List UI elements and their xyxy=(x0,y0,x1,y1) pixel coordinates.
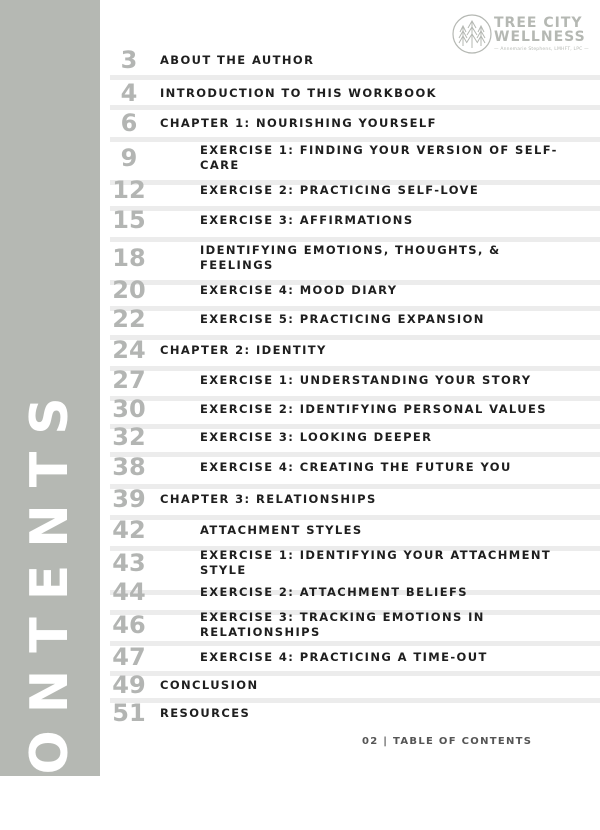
toc-page-number: 18 xyxy=(112,244,146,272)
toc-page-number: 12 xyxy=(112,176,146,204)
toc-page-number: 20 xyxy=(112,276,146,304)
toc-entry-title: EXERCISE 2: IDENTIFYING PERSONAL VALUES xyxy=(200,402,547,416)
toc-page-number: 24 xyxy=(112,336,146,364)
toc-page-number: 39 xyxy=(112,485,146,513)
toc-entry[interactable] xyxy=(0,422,600,452)
toc-entry[interactable] xyxy=(0,304,600,334)
toc-entry-title: EXERCISE 3: TRACKING EMOTIONS IN RELATIONSHIPS xyxy=(200,610,485,639)
toc-entry-title: EXERCISE 3: LOOKING DEEPER xyxy=(200,430,433,444)
toc-page-number: 27 xyxy=(112,366,146,394)
toc-entry-title: EXERCISE 3: AFFIRMATIONS xyxy=(200,213,414,227)
toc-page-number: 51 xyxy=(112,699,146,727)
toc-entry-title: EXERCISE 5: PRACTICING EXPANSION xyxy=(200,312,485,326)
logo-tagline: — Annemarie Stephens, LMHFT, LPC — xyxy=(494,47,589,52)
toc-entry[interactable] xyxy=(0,545,600,581)
toc-entry-title: EXERCISE 2: PRACTICING SELF-LOVE xyxy=(200,183,480,197)
toc-entry-title: EXERCISE 4: CREATING THE FUTURE YOU xyxy=(200,460,512,474)
toc-entry[interactable] xyxy=(0,45,600,75)
toc-entry-title: ATTACHMENT STYLES xyxy=(200,523,363,537)
toc-entry[interactable] xyxy=(0,240,600,276)
toc-entry[interactable] xyxy=(0,515,600,545)
toc-page-number: 46 xyxy=(112,611,146,639)
toc-entry[interactable] xyxy=(0,205,600,235)
toc-entry-title: EXERCISE 1: IDENTIFYING YOUR ATTACHMENT STYLE xyxy=(200,548,552,577)
toc-entry-title: CHAPTER 2: IDENTITY xyxy=(160,343,327,357)
toc-page-number: 47 xyxy=(112,643,146,671)
toc-entry-title: EXERCISE 1: FINDING YOUR VERSION OF SELF-CARE xyxy=(200,143,558,172)
toc-entry[interactable] xyxy=(0,577,600,607)
toc-entry-title: CHAPTER 3: RELATIONSHIPS xyxy=(160,492,377,506)
toc-page-number: 30 xyxy=(112,395,146,423)
toc-entry[interactable] xyxy=(0,452,600,482)
toc-entry-title: EXERCISE 4: PRACTICING A TIME-OUT xyxy=(200,650,488,664)
toc-entry[interactable] xyxy=(0,484,600,514)
toc-page-number: 9 xyxy=(120,144,138,172)
page-footer: 02 | TABLE OF CONTENTS xyxy=(362,736,533,747)
toc-page-number: 49 xyxy=(112,671,146,699)
toc-page-number: 42 xyxy=(112,516,146,544)
contents-heading: CONTENTS xyxy=(20,380,80,830)
toc-page-number: 43 xyxy=(112,549,146,577)
toc-page-number: 6 xyxy=(120,109,138,137)
toc-entry-title: INTRODUCTION TO THIS WORKBOOK xyxy=(160,86,437,100)
toc-entry[interactable] xyxy=(0,275,600,305)
toc-entry[interactable] xyxy=(0,394,600,424)
toc-entry-title: CHAPTER 1: NOURISHING YOURSELF xyxy=(160,116,437,130)
toc-entry[interactable] xyxy=(0,108,600,138)
toc-entry-title: EXERCISE 1: UNDERSTANDING YOUR STORY xyxy=(200,373,532,387)
toc-entry[interactable] xyxy=(0,140,600,176)
toc-entry[interactable] xyxy=(0,365,600,395)
toc-page-number: 44 xyxy=(112,578,146,606)
toc-entry-title: CONCLUSION xyxy=(160,678,259,692)
toc-entry[interactable] xyxy=(0,335,600,365)
toc-entry[interactable] xyxy=(0,175,600,205)
toc-page-number: 38 xyxy=(112,453,146,481)
toc-entry-title: IDENTIFYING EMOTIONS, THOUGHTS, & FEELINGS xyxy=(200,243,501,272)
toc-entry[interactable] xyxy=(0,698,600,728)
toc-entry[interactable] xyxy=(0,670,600,700)
toc-page-number: 4 xyxy=(120,79,138,107)
logo-name-line2: WELLNESS xyxy=(494,29,586,45)
toc-page-number: 22 xyxy=(112,305,146,333)
toc-entry-title: RESOURCES xyxy=(160,706,251,720)
toc-entry-title: EXERCISE 2: ATTACHMENT BELIEFS xyxy=(200,585,468,599)
toc-entry[interactable] xyxy=(0,78,600,108)
toc-entry-title: EXERCISE 4: MOOD DIARY xyxy=(200,283,398,297)
toc-entry[interactable] xyxy=(0,607,600,643)
logo-name-line1: TREE CITY xyxy=(494,15,583,31)
toc-page-number: 15 xyxy=(112,206,146,234)
toc-entry-title: ABOUT THE AUTHOR xyxy=(160,53,315,67)
toc-page-number: 3 xyxy=(120,46,138,74)
toc-entry[interactable] xyxy=(0,642,600,672)
toc-page-number: 32 xyxy=(112,423,146,451)
